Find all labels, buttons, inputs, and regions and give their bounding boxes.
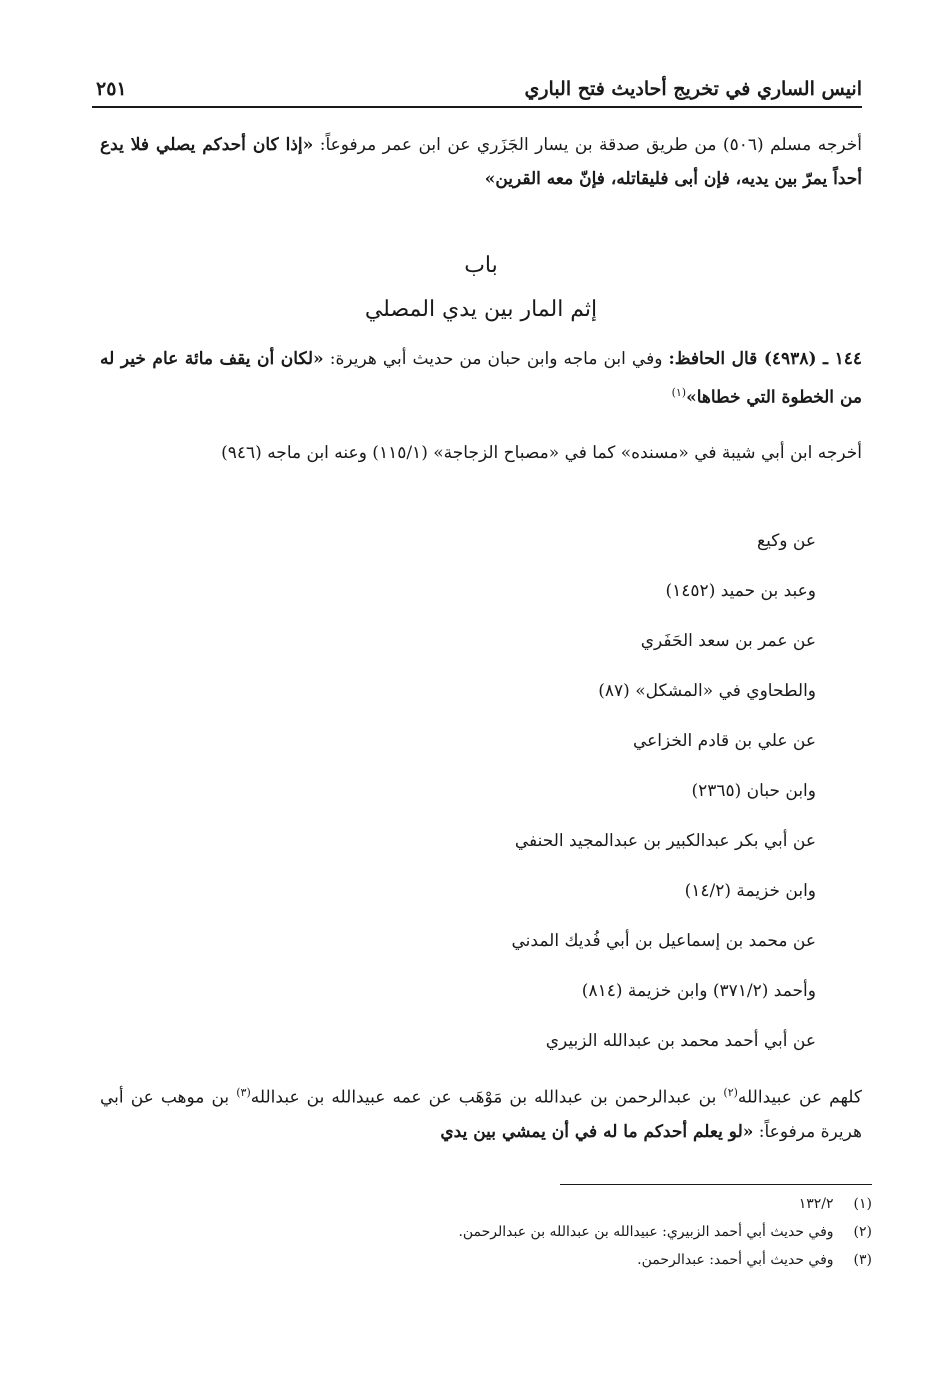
footnote-rule	[560, 1184, 872, 1185]
hadith-entry	[100, 342, 862, 415]
header-rule	[92, 106, 862, 108]
intro-text: أخرجه مسلم (٥٠٦) من طريق صدقة بن يسار الجَزَري عن ابن عمر مرفوعاً:	[313, 135, 862, 155]
chain-line: وعبد بن حميد (١٤٥٢)	[665, 581, 816, 601]
chain-line: عن أبي أحمد محمد بن عبدالله الزبيري	[545, 1031, 816, 1051]
chain-line: عن محمد بن إسماعيل بن أبي فُديك المدني	[511, 931, 816, 951]
entry-lead: قال الحافظ:	[668, 349, 764, 369]
conclusion-text-1: كلهم عن عبيدالله	[737, 1087, 862, 1108]
entry-quote: «لكان أن يقف مائة عام خير له من الخطوة التي خطاها»	[100, 349, 862, 408]
chain-line: والطحاوي في «المشكل» (٨٧)	[598, 681, 816, 701]
footnote-number: (٣)	[853, 1252, 872, 1268]
conclusion-text-3: بن موهب عن أبي هريرة مرفوعاً:	[100, 1087, 862, 1142]
chain-line: عن علي بن قادم الخزاعي	[632, 731, 816, 751]
footnote-ref-3: (٣)	[236, 1086, 251, 1099]
intro-paragraph	[100, 128, 862, 196]
footnote-number: (١)	[853, 1196, 872, 1212]
footnote-text: وفي حديث أبي أحمد الزبيري: عبيدالله بن عبدالله بن عبدالرحمن.	[458, 1224, 834, 1240]
entry-text: وفي ابن ماجه وابن حبان من حديث أبي هريرة:	[323, 349, 669, 369]
running-header	[92, 74, 862, 108]
chain-line: وابن حبان (٢٣٦٥)	[691, 781, 816, 801]
chain-line: عن وكيع	[757, 531, 816, 551]
page-number: ٢٥١	[96, 78, 127, 100]
conclusion-paragraph	[100, 1076, 862, 1149]
footnote-ref-1: (١)	[671, 386, 687, 399]
footnotes	[92, 1190, 872, 1274]
chapter-title: إثم المار بين يدي المصلي	[364, 297, 598, 322]
footnote-text: ١٣٢/٢	[798, 1196, 834, 1212]
takhrij-paragraph: أخرجه ابن أبي شيبة في «مسنده» كما في «مصباح الزجاجة» (١١٥/١) وعنه ابن ماجه (٩٤٦)	[221, 443, 862, 463]
footnote-number: (٢)	[853, 1224, 872, 1240]
narration-chain	[216, 516, 816, 1066]
running-title: انيس الساري في تخريج أحاديث فتح الباري	[524, 78, 862, 100]
footnote-text: وفي حديث أبي أحمد: عبدالرحمن.	[637, 1252, 834, 1268]
intro-hadith-quote: «إذا كان أحدكم يصلي فلا يدع أحداً يمرّ بين يديه، فإن أبى فليقاتله، فإنّ معه القرين»	[100, 135, 862, 189]
chain-line: عن عمر بن سعد الحَفَري	[640, 631, 816, 651]
entry-number: ١٤٤ ـ (٤٩٣٨)	[763, 349, 863, 369]
footnote-item	[92, 1246, 872, 1274]
chain-line: وابن خزيمة (١٤/٢)	[684, 881, 816, 901]
chain-line: عن أبي بكر عبدالكبير بن عبدالمجيد الحنفي	[514, 831, 816, 851]
conclusion-text-2: بن عبدالرحمن بن عبدالله بن مَوْهَب عن عمه عبيدالله بن عبدالله	[250, 1087, 724, 1108]
conclusion-quote: «لو يعلم أحدكم ما له في أن يمشي بين يدي	[440, 1121, 754, 1142]
footnote-item	[92, 1218, 872, 1246]
chain-line: وأحمد (٣٧١/٢) وابن خزيمة (٨١٤)	[581, 981, 816, 1001]
footnote-item	[92, 1190, 872, 1218]
footnote-ref-2: (٢)	[723, 1086, 738, 1099]
chapter-label: باب	[464, 253, 498, 278]
